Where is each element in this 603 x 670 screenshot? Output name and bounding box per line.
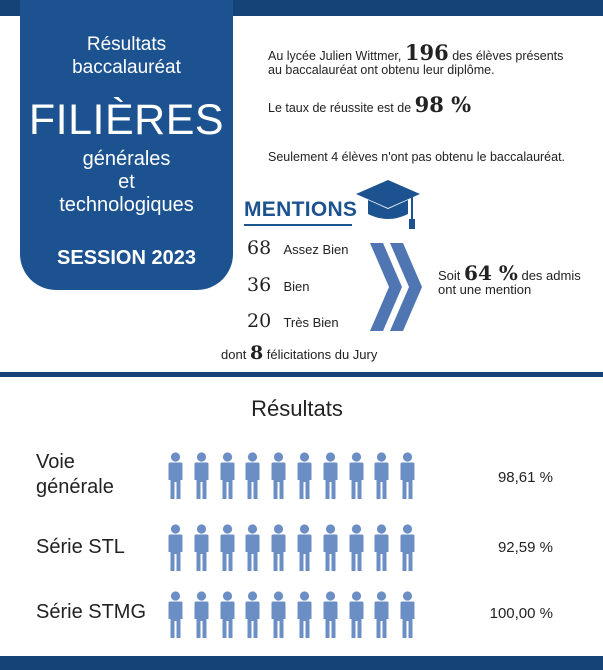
title-line-resultats: Résultats [86, 34, 167, 55]
mention-label: Assez Bien [283, 242, 349, 257]
person-icon [296, 591, 313, 639]
person-icon [348, 524, 365, 572]
session-label: SESSION 2023 [57, 247, 196, 269]
person-icon [322, 524, 339, 572]
felicitations-line [221, 342, 377, 364]
info-p1-post: des élèves présents [452, 49, 564, 63]
person-icon [373, 524, 390, 572]
soit-pre: Soit [438, 268, 461, 283]
person-icon [219, 591, 236, 639]
mention-count: 68 [247, 237, 272, 259]
person-icon [296, 452, 313, 500]
double-chevron-icon [370, 243, 426, 331]
bottom-bar [0, 656, 603, 670]
results-title: Résultats [251, 396, 343, 421]
result-label-stl [36, 535, 125, 560]
info-paragraph-2 [268, 92, 472, 117]
info-p1-line2: au baccalauréat ont obtenu leur diplôme. [268, 63, 495, 77]
person-icon [193, 591, 210, 639]
person-icon [399, 591, 416, 639]
mention-count: 36 [247, 274, 272, 296]
mentions-underline [244, 224, 352, 226]
dont-post: félicitations du Jury [266, 347, 378, 362]
person-icon [373, 452, 390, 500]
mention-label: Bien [283, 279, 310, 294]
dont-pre: dont [221, 347, 247, 362]
info-p1-pre: Au lycée Julien Wittmer, [268, 49, 402, 63]
result-label-line1: Voie [36, 451, 75, 473]
result-label-line2: générale [36, 476, 114, 498]
title-line-baccalaureat: baccalauréat [72, 57, 181, 78]
result-percent-stmg: 100,00 % [489, 605, 553, 622]
person-icon [348, 452, 365, 500]
title-filieres: FILIÈRES [28, 96, 225, 144]
result-percent-voie-generale: 98,61 % [497, 469, 553, 486]
result-label-line1: Série STL [36, 536, 125, 558]
person-icon [322, 591, 339, 639]
info-p2-number: 98 % [414, 92, 472, 117]
result-label-stmg [36, 600, 146, 625]
person-icon [399, 452, 416, 500]
soit-post: des admis [521, 268, 581, 283]
person-icon [244, 524, 261, 572]
info-paragraph-3: Seulement 4 élèves n'ont pas obtenu le baccalauréat. [268, 150, 566, 164]
mention-row-assez-bien [247, 237, 349, 259]
mention-row-tres-bien [247, 310, 339, 332]
info-p2-pre: Le taux de réussite est de [268, 101, 412, 115]
info-paragraph-1 [268, 40, 598, 77]
person-icon [193, 524, 210, 572]
person-icon [167, 591, 184, 639]
person-icon [193, 452, 210, 500]
graduation-cap-icon [354, 178, 422, 234]
title-et: et [118, 171, 135, 193]
person-icon [270, 591, 287, 639]
section-divider [0, 372, 603, 377]
soit-line2: ont une mention [438, 282, 532, 297]
result-label-voie-generale [36, 450, 114, 500]
mention-label: Très Bien [283, 315, 339, 330]
title-card [20, 0, 233, 290]
mention-count: 20 [247, 310, 272, 332]
person-icon [244, 591, 261, 639]
person-icon [219, 452, 236, 500]
person-icon [373, 591, 390, 639]
person-icon [399, 524, 416, 572]
info-p1-number: 196 [404, 40, 449, 65]
dont-number: 8 [249, 342, 264, 364]
person-icon [270, 452, 287, 500]
title-technologiques: technologiques [59, 194, 194, 216]
person-icon [322, 452, 339, 500]
mention-summary [438, 261, 603, 297]
soit-percent: 64 % [464, 261, 518, 285]
person-icon [296, 524, 313, 572]
person-icon [167, 452, 184, 500]
mention-row-bien [247, 274, 309, 296]
result-label-line1: Série STMG [36, 601, 147, 623]
person-icon [348, 591, 365, 639]
person-icon [167, 524, 184, 572]
person-icon [244, 452, 261, 500]
title-generales: générales [82, 148, 171, 170]
person-icon [270, 524, 287, 572]
mentions-title: MENTIONS [244, 198, 358, 221]
person-icon [219, 524, 236, 572]
result-percent-stl: 92,59 % [497, 539, 553, 556]
